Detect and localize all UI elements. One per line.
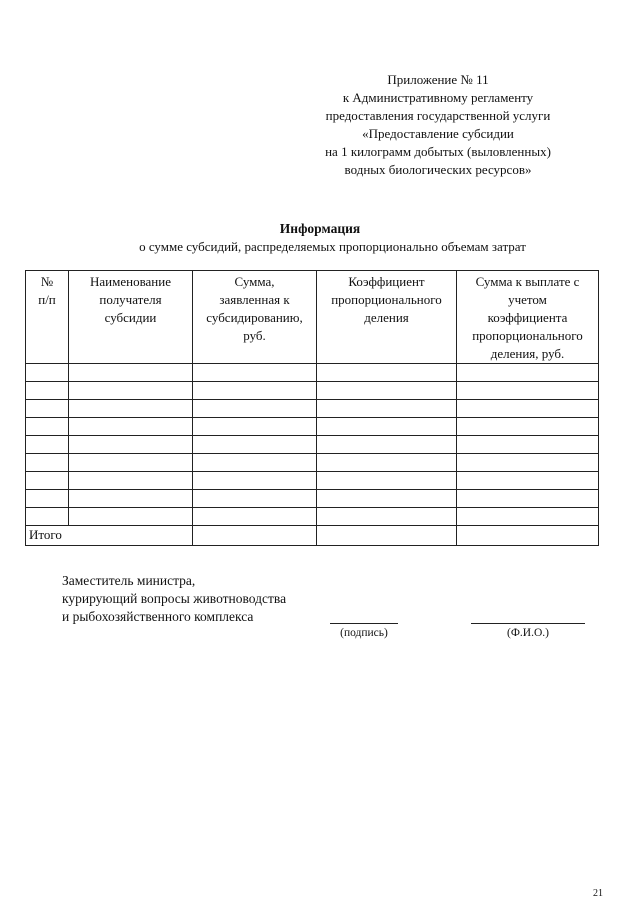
signature-caption: (подпись) bbox=[340, 627, 388, 639]
table-cell bbox=[457, 364, 599, 382]
table-cell bbox=[457, 490, 599, 508]
table-cell bbox=[69, 436, 193, 454]
document-subtitle: о сумме субсидий, распределяемых пропорционально объемам затрат bbox=[139, 239, 526, 254]
header-recipient-name: Наименование получателя субсидии bbox=[69, 271, 193, 364]
table-cell bbox=[193, 364, 317, 382]
table-cell bbox=[26, 418, 69, 436]
total-label: Итого bbox=[26, 526, 193, 546]
table-cell bbox=[193, 400, 317, 418]
table-row bbox=[26, 400, 599, 418]
annex-line: на 1 килограмм добытых (выловленных) bbox=[325, 144, 551, 159]
table-cell bbox=[26, 508, 69, 526]
table-cell bbox=[317, 436, 457, 454]
table-cell bbox=[26, 454, 69, 472]
table-cell bbox=[317, 472, 457, 490]
table-cell bbox=[457, 508, 599, 526]
table-cell bbox=[26, 400, 69, 418]
table-cell bbox=[69, 454, 193, 472]
table-cell bbox=[69, 418, 193, 436]
signer-block bbox=[62, 572, 286, 626]
table-cell bbox=[193, 382, 317, 400]
signature-line bbox=[330, 623, 398, 624]
annex-line: к Административному регламенту bbox=[342, 90, 534, 105]
table-row bbox=[26, 418, 599, 436]
table-cell bbox=[457, 436, 599, 454]
total-row bbox=[26, 526, 599, 546]
table-cell bbox=[193, 490, 317, 508]
table-cell bbox=[69, 364, 193, 382]
page-number: 21 bbox=[593, 888, 603, 899]
table-cell bbox=[457, 472, 599, 490]
table-cell bbox=[26, 364, 69, 382]
annex-line: «Предоставление субсидии bbox=[362, 126, 514, 141]
table-cell bbox=[26, 490, 69, 508]
table-cell bbox=[317, 454, 457, 472]
signer-line: Заместитель министра, bbox=[62, 573, 196, 588]
table-cell bbox=[317, 526, 457, 546]
table-cell bbox=[26, 382, 69, 400]
table-cell bbox=[69, 508, 193, 526]
table-cell bbox=[69, 400, 193, 418]
subsidy-table bbox=[25, 270, 599, 546]
annex-line: предоставления государственной услуги bbox=[325, 108, 551, 123]
table-row bbox=[26, 490, 599, 508]
header-claimed-amount: Сумма, заявленная к субсидированию, руб. bbox=[193, 271, 317, 364]
document-title: Информация bbox=[279, 221, 361, 236]
full-name-line bbox=[471, 623, 585, 624]
full-name-caption: (Ф.И.О.) bbox=[507, 627, 549, 639]
table-cell bbox=[317, 382, 457, 400]
table-cell bbox=[317, 400, 457, 418]
table-cell bbox=[317, 418, 457, 436]
table-row bbox=[26, 382, 599, 400]
table-cell bbox=[193, 436, 317, 454]
table-cell bbox=[193, 418, 317, 436]
annex-line: водных биологических ресурсов» bbox=[344, 162, 532, 177]
table-cell bbox=[193, 472, 317, 490]
header-coefficient: Коэффициент пропорционального деления bbox=[317, 271, 457, 364]
table-cell bbox=[457, 418, 599, 436]
table-header-row bbox=[26, 271, 599, 364]
table-cell bbox=[457, 454, 599, 472]
header-number: № п/п bbox=[26, 271, 69, 364]
table-cell bbox=[457, 400, 599, 418]
annex-block bbox=[288, 71, 588, 179]
table-row bbox=[26, 364, 599, 382]
table-cell bbox=[457, 526, 599, 546]
signer-line: и рыбохозяйственного комплекса bbox=[62, 609, 254, 624]
table-row bbox=[26, 454, 599, 472]
table-row bbox=[26, 508, 599, 526]
signer-line: курирующий вопросы животноводства bbox=[62, 591, 287, 606]
table-cell bbox=[193, 454, 317, 472]
table-cell bbox=[317, 490, 457, 508]
table-cell bbox=[193, 508, 317, 526]
table-cell bbox=[26, 472, 69, 490]
table-cell bbox=[69, 382, 193, 400]
table-body bbox=[26, 364, 599, 546]
table-cell bbox=[317, 364, 457, 382]
header-payout-amount: Сумма к выплате с учетом коэффициента пропорционального деления, руб. bbox=[457, 271, 599, 364]
table-row bbox=[26, 472, 599, 490]
table-cell bbox=[317, 508, 457, 526]
table-row bbox=[26, 436, 599, 454]
table-cell bbox=[26, 436, 69, 454]
table-cell bbox=[457, 382, 599, 400]
table-cell bbox=[193, 526, 317, 546]
annex-line: Приложение № 11 bbox=[387, 72, 489, 87]
table-cell bbox=[69, 490, 193, 508]
table-cell bbox=[69, 472, 193, 490]
